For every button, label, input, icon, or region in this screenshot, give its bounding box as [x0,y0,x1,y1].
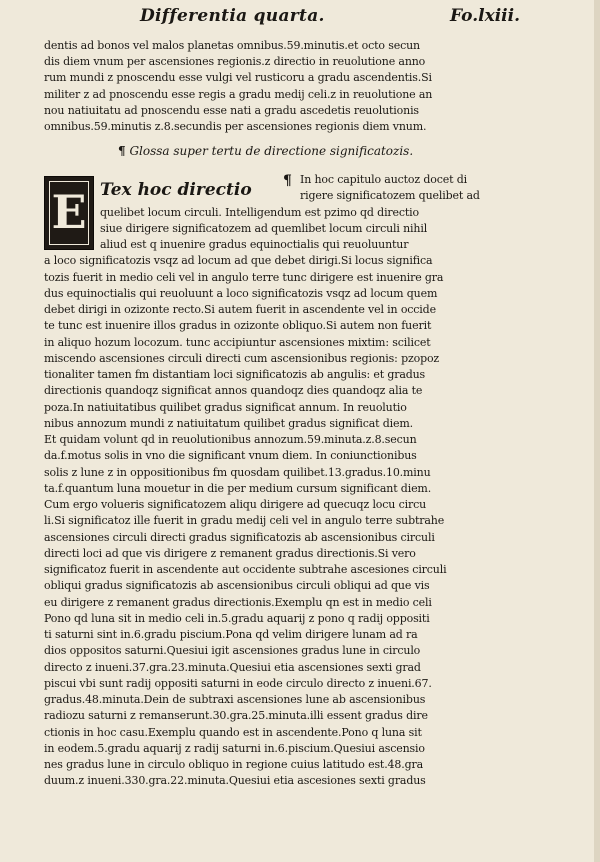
text-line: debet dirigi in ozizonte recto.Si autem fuerit in ascendente vel in occide [44,303,436,316]
text-line: Cum ergo volueris significatozem aliqu dirigere ad quecuqz locu circu [44,498,427,511]
gloss-heading [118,144,413,158]
text-line: da.f.motus solis in vno die significant vnum diem. In coniunctionibus [44,449,417,463]
gloss-heading-text: Glossa super tertu de directione significatozis. [129,144,414,158]
text-line: in aliquo hozum locozum. tunc accipiuntur ascensiones mixtim: scilicet [44,335,431,349]
text-line: nibus annozum mundi z natiuitatum quilibet gradus significat diem. [44,416,413,430]
text-line: quelibet locum circuli. Intelligendum est pzimo qd directio [100,205,420,219]
running-title: Differentia quarta. [140,6,325,26]
initial-letter: E [51,185,87,239]
folio-number: Fo.lxiii. [450,6,520,26]
text-line: omnibus.59.minutis z.8.secundis per ascensiones regionis diem vnum. [44,120,427,133]
text-line: rigere significatozem quelibet ad [300,189,480,203]
text-line: tionaliter tamen fm distantiam loci significatozis ab angulis: et gradus [44,368,426,381]
text-line: nou natiuitatu ad pnoscendu esse nati a gradu ascedetis reuolutionis [44,103,419,117]
text-line: aliud est q inuenire gradus equinoctialis qui reuoluuntur [100,238,409,251]
pilcrow-icon: ¶ [283,173,292,189]
text-line: miscendo ascensiones circuli directi cum ascensionibus regionis: pzopoz [44,351,440,365]
text-line: Pono qd luna sit in medio celi in.5.gradu aquarij z pono q radij oppositi [44,611,430,625]
text-line: obliqui gradus significatozis ab ascensionibus circuli obliqui ad que vis [44,579,430,593]
page-header [140,6,520,28]
text-line: poza.In natiuitatibus quilibet gradus significat annum. In reuolutio [44,400,407,414]
text-line: eu dirigere z remanent gradus directionis.Exemplu qn est in medio celi [44,595,432,609]
text-line: militer z ad pnoscendu esse regis a gradu medij celi.z in reuolutione an [44,87,433,101]
text-line: te tunc est inuenire illos gradus in ozizonte obliquo.Si autem non fuerit [44,319,432,333]
text-line: In hoc capitulo auctoz docet di [300,173,468,186]
text-line: dios oppositos saturni.Quesiui igit ascensiones gradus lune in circulo [44,644,421,658]
page-edge [594,0,600,862]
text-line: dus equinoctialis qui reuoluunt a loco significatozis vsqz ad locum quem [44,286,438,300]
incipit-text: Tex hoc directio [100,180,252,200]
text-line: tozis fuerit in medio celi vel in angulo terre tunc dirigere est inuenire gra [44,270,444,284]
text-line: rum mundi z pnoscendu esse vulgi vel rusticoru a gradu ascendentis.Si [44,71,432,85]
text-line: solis z lune z in oppositionibus fm quosdam quilibet.13.gradus.10.minu [44,465,431,479]
text-line: Et quidam volunt qd in reuolutionibus annozum.59.minuta.z.8.secun [44,433,417,446]
text-line: siue dirigere significatozem ad quemlibet locum circuli nihil [100,221,428,235]
text-line: ta.f.quantum luna mouetur in die per medium cursum significant diem. [44,481,432,495]
text-line: piscui vbi sunt radij oppositi saturni in eode circulo directo z inueni.67. [44,676,432,690]
text-line: dentis ad bonos vel malos planetas omnibus.59.minutis.et octo secun [44,39,420,52]
text-line: ti saturni sint in.6.gradu piscium.Pona qd velim dirigere lunam ad ra [44,628,418,641]
text-line: a loco significatozis vsqz ad locum ad que debet dirigi.Si locus significa [44,254,433,268]
text-line: dis diem vnum per ascensiones regionis.z directio in reuolutione anno [44,55,426,69]
text-line: directo z inueni.37.gra.23.minuta.Quesiui etia ascensiones sexti grad [44,660,421,674]
text-line: directi loci ad que vis dirigere z remanent gradus directionis.Si vero [44,546,416,560]
text-line: ctionis in hoc casu.Exemplu quando est in ascendente.Pono q luna sit [44,725,422,739]
text-line: li.Si significatoz ille fuerit in gradu medij celi vel in angulo terre subtrahe [44,514,445,528]
text-line: directionis quandoqz significat annos quandoqz dies quandoqz alia te [44,384,423,398]
text-line: ascensiones circuli directi gradus significatozis ab ascensionibus circuli [44,530,435,544]
text-line: in eodem.5.gradu aquarij z radij saturni in.6.piscium.Quesiui ascensio [44,741,425,755]
pilcrow-icon: ¶ [118,144,126,158]
text-line: radiozu saturni z remanserunt.30.gra.25.minuta.illi essent gradus dire [44,709,428,723]
text-line: gradus.48.minuta.Dein de subtraxi ascensiones lune ab ascensionibus [44,693,426,706]
text-line: nes gradus lune in circulo obliquo in regione cuius latitudo est.48.gra [44,758,424,771]
decorated-initial [44,176,94,250]
text-line: significatoz fuerit in ascendente aut occidente subtrahe ascesiones circuli [44,563,447,576]
text-line: duum.z inueni.330.gra.22.minuta.Quesiui etia ascesiones sexti gradus [44,774,426,788]
